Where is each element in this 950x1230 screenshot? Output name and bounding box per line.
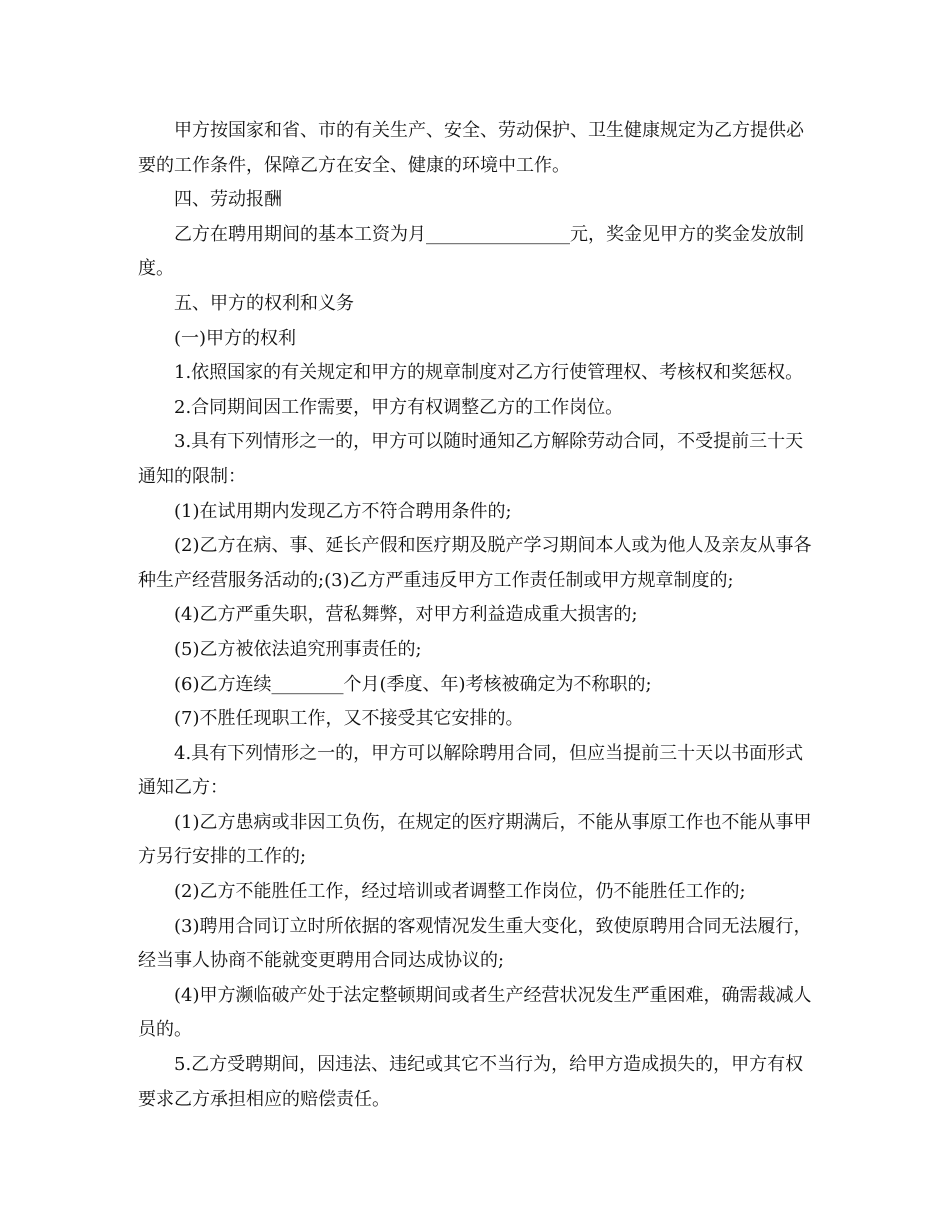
clause-2-adjust-position: 2.合同期间因工作需要，甲方有权调整乙方的工作岗位。 <box>174 396 624 418</box>
document-body <box>138 114 818 1117</box>
clause-1-management-rights: 1.依照国家的有关规定和甲方的规章制度对乙方行使管理权、考核权和奖惩权。 <box>174 362 804 384</box>
clause-4-item-4: (4)甲方濒临破产处于法定整顿期间或者生产经营状况发生严重困难，确需裁减人员的。 <box>138 984 812 1041</box>
clause-4-item-2: (2)乙方不能胜任工作，经过培训或者调整工作岗位，仍不能胜任工作的; <box>174 881 746 903</box>
clause-3-item-4: (4)乙方严重失职，营私舞弊，对甲方利益造成重大损害的; <box>174 604 638 626</box>
subheading-party-a-rights: (一)甲方的权利 <box>174 327 297 349</box>
clause-3-item-1: (1)在试用期内发现乙方不符合聘用条件的; <box>174 500 512 522</box>
section-heading-party-a-rights-duties: 五、甲方的权利和义务 <box>174 292 354 314</box>
clause-5-compensation: 5.乙方受聘期间，因违法、违纪或其它不当行为，给甲方造成损失的，甲方有权要求乙方承担相应的赔偿责任。 <box>138 1054 804 1110</box>
paragraph-base-salary: 乙方在聘用期间的基本工资为月________________元，奖金见甲方的奖金发放制度。 <box>138 223 804 280</box>
clause-3-immediate-termination: 3.具有下列情形之一的，甲方可以随时通知乙方解除劳动合同，不受提前三十天通知的限制： <box>138 431 804 487</box>
paragraph-working-conditions: 甲方按国家和省、市的有关生产、安全、劳动保护、卫生健康规定为乙方提供必要的工作条件，保障乙方在安全、健康的环境中工作。 <box>138 120 804 176</box>
clause-3-item-2-3: (2)乙方在病、事、延长产假和医疗期及脱产学习期间本人或为他人及亲友从事各种生产经营服务活动的;(3)乙方严重违反甲方工作责任制或甲方规章制度的; <box>138 535 812 591</box>
clause-3-item-7: (7)不胜任现职工作，又不接受其它安排的。 <box>174 708 524 730</box>
clause-4-item-1: (1)乙方患病或非因工负伤，在规定的医疗期满后，不能从事原工作也不能从事甲方另行安排的工作的; <box>138 811 812 868</box>
clause-3-item-6: (6)乙方连续________个月(季度、年)考核被确定为不称职的; <box>174 673 652 695</box>
section-heading-remuneration: 四、劳动报酬 <box>174 189 282 211</box>
clause-4-notice-termination: 4.具有下列情形之一的，甲方可以解除聘用合同，但应当提前三十天以书面形式通知乙方： <box>138 742 804 799</box>
clause-3-item-5: (5)乙方被依法追究刑事责任的; <box>174 638 422 660</box>
clause-4-item-3: (3)聘用合同订立时所依据的客观情况发生重大变化，致使原聘用合同无法履行，经当事人协商不能就变更聘用合同达成协议的; <box>138 915 812 972</box>
